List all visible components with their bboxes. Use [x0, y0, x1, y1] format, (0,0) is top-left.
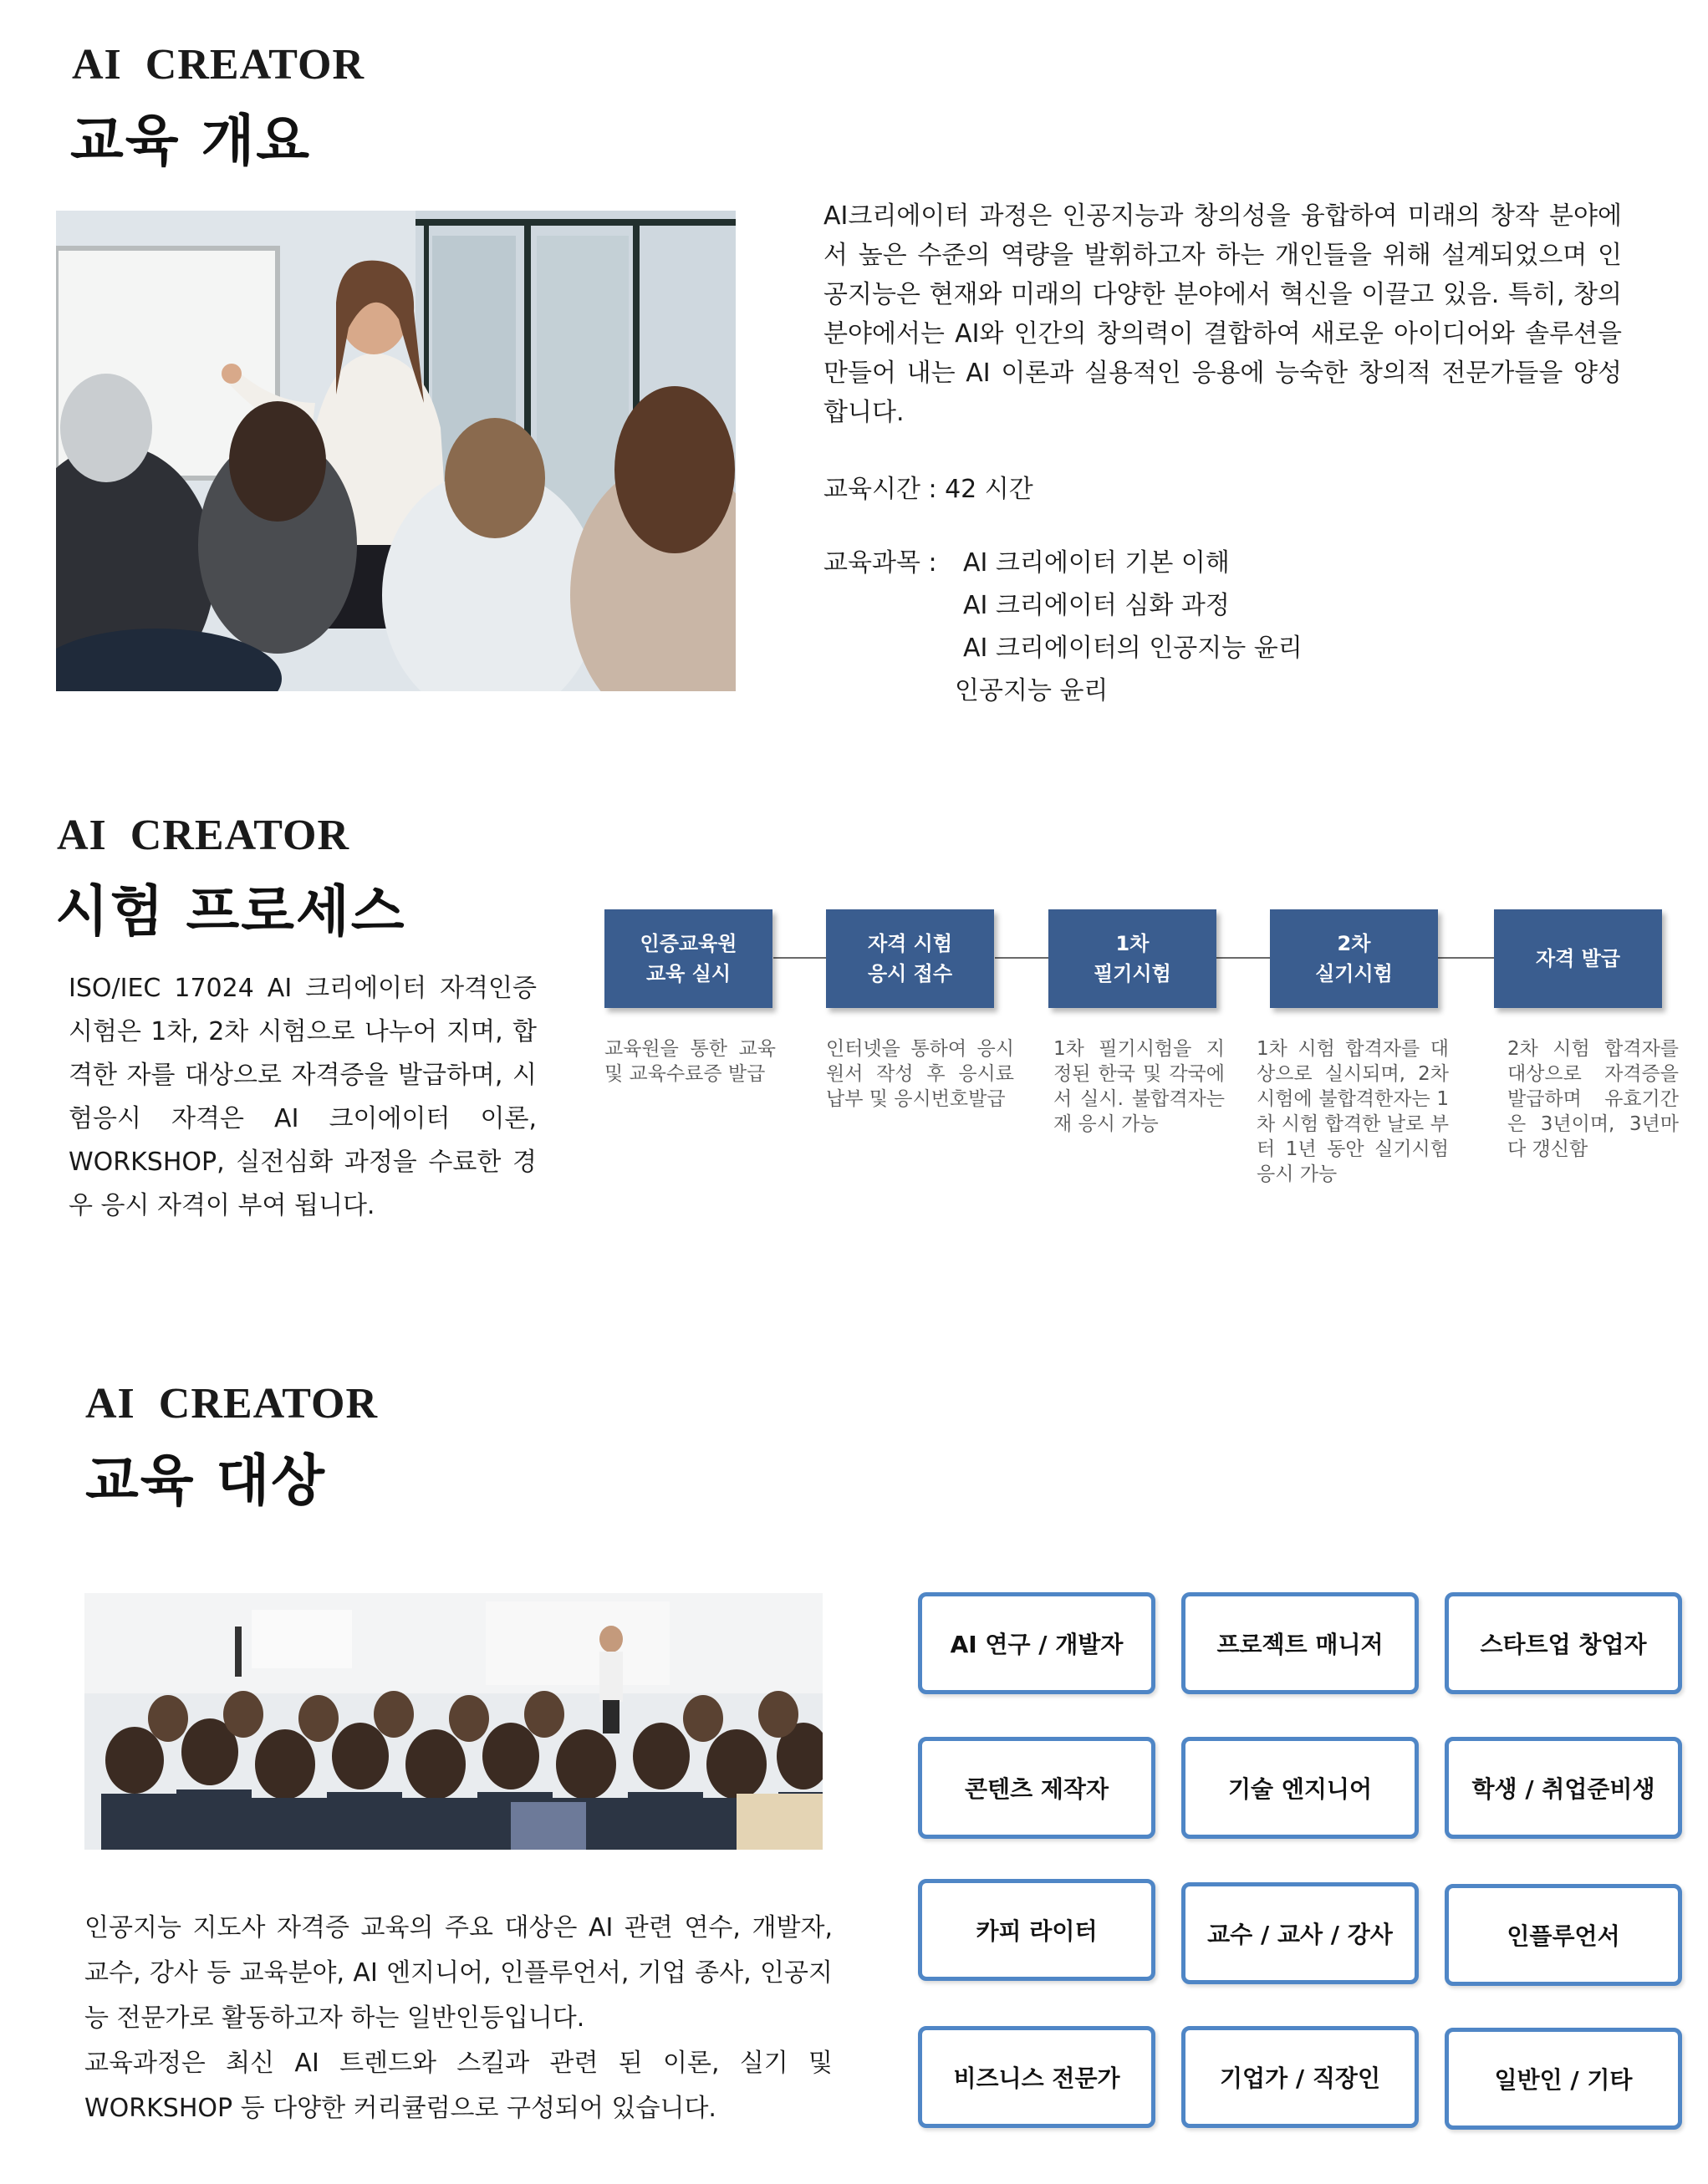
process-connector: [1216, 957, 1270, 959]
process-step-certificate: [1494, 909, 1662, 1008]
classroom-presenter-photo: [56, 211, 736, 691]
process-step-label: 2차: [1337, 932, 1371, 955]
section3-brand: AI CREATOR: [85, 1380, 379, 1428]
process-step-label: 필기시험: [1094, 962, 1171, 985]
education-hours: 교육시간 : 42 시간: [823, 475, 1033, 504]
process-connector: [995, 957, 1048, 959]
education-subject-item: AI 크리에이터 심화 과정: [963, 591, 1230, 620]
target-tech-engineer: 기술 엔지니어: [1181, 1737, 1419, 1839]
process-step-description: 인터넷을 통하여 응시원서 작성 후 응시료 납부 및 응시번호발급: [826, 1038, 1014, 1110]
process-connector: [1438, 957, 1495, 959]
section1-brand: AI CREATOR: [72, 41, 365, 89]
process-step-application: [826, 909, 994, 1008]
process-connector: [773, 957, 827, 959]
process-step-description: 2차 시험 합격자를 대상으로 자격증을 발급하며 유효기간은 3년이며, 3년마다 갱신함: [1507, 1038, 1679, 1160]
section1-description: AI크리에이터 과정은 인공지능과 창의성을 융합하여 미래의 창작 분야에서 높은 수준의 역량을 발휘하고자 하는 개인들을 위해 설계되었으며 인공지능은 현재와 미래의 다양한 분야에서 혁신을 이끌고 있음. 특히, 창의 분야에서는 AI와 인간의 창의력이 결합하여 새로운 아이디어와 솔루션을 만들어 내는 AI 이론과 실용적인 응용에 능숙한 창의적 전문가들을 양성 합니다.: [823, 201, 1622, 427]
target-copywriter: 카피 라이터: [918, 1879, 1155, 1981]
process-step-label: 인증교육원: [640, 932, 737, 955]
target-startup-founder: 스타트업 창업자: [1445, 1592, 1682, 1694]
process-step-description: 교육원을 통한 교육 및 교육수료증 발급: [604, 1038, 776, 1085]
education-subject-item: AI 크리에이터의 인공지능 윤리: [963, 634, 1303, 663]
section3-description-2: 교육과정은 최신 AI 트렌드와 스킬과 관련 된 이론, 실기 및 WORKSHOP 등 다양한 커리큘럼으로 구성되어 있습니다.: [84, 2049, 833, 2123]
process-step-label: 응시 접수: [867, 962, 953, 985]
target-student: 학생 / 취업준비생: [1445, 1737, 1682, 1839]
process-step-label: 자격 발급: [1535, 947, 1621, 970]
conference-audience-photo: [84, 1593, 823, 1850]
target-content-creator: 콘텐츠 제작자: [918, 1737, 1155, 1839]
process-step-label: 실기시험: [1315, 962, 1393, 985]
section2-description: ISO/IEC 17024 AI 크리에이터 자격인증 시험은 1차, 2차 시험으로 나누어 지며, 합격한 자를 대상으로 자격증을 발급하며, 시험응시 자격은 AI 크이에이터 이론, WORKSHOP, 실전심화 과정을 수료한 경우 응시 자격이 부여 됩니다.: [69, 974, 537, 1220]
process-step-description: 1차 필기시험을 지정된 한국 및 각국에서 실시. 불합격자는 재 응시 가능: [1053, 1038, 1225, 1135]
section2-brand: AI CREATOR: [57, 812, 350, 859]
process-step-education: [604, 909, 772, 1008]
education-subject-item: AI 크리에이터 기본 이해: [963, 548, 1230, 578]
process-step-label: 1차: [1115, 932, 1150, 955]
process-step-written-exam: [1048, 909, 1216, 1008]
section2-title: 시험 프로세스: [55, 879, 406, 944]
classroom-presenter-illustration: [56, 211, 736, 691]
target-ai-researcher: AI 연구 / 개발자: [918, 1592, 1155, 1694]
process-step-practical-exam: [1270, 909, 1438, 1008]
process-step-label: 교육 실시: [645, 962, 732, 985]
target-professor: 교수 / 교사 / 강사: [1181, 1882, 1419, 1984]
section3-title: 교육 대상: [85, 1448, 327, 1513]
target-business-expert: 비즈니스 전문가: [918, 2026, 1155, 2128]
process-step-label: 자격 시험: [867, 932, 953, 955]
target-project-manager: 프로젝트 매니저: [1181, 1592, 1419, 1694]
target-entrepreneur: 기업가 / 직장인: [1181, 2026, 1419, 2128]
section1-title: 교육 개요: [70, 109, 312, 173]
education-subject-item: 인공지능 윤리: [955, 676, 1109, 705]
education-subjects-label: 교육과목 :: [823, 548, 937, 578]
section3-description-1: 인공지능 지도사 자격증 교육의 주요 대상은 AI 관련 연수, 개발자, 교수, 강사 등 교육분야, AI 엔지니어, 인플루언서, 기업 종사, 인공지능 전문가로 활동하고자 하는 일반인등입니다.: [84, 1913, 833, 2033]
conference-audience-illustration: [84, 1593, 823, 1850]
process-step-description: 1차 시험 합격자를 대상으로 실시되며, 2차 시험에 불합격한자는 1차 시험 합격한 날로 부터 1년 동안 실기시험 응시 가능: [1257, 1038, 1449, 1185]
target-influencer: 인플루언서: [1445, 1884, 1682, 1986]
target-general-public: 일반인 / 기타: [1445, 2028, 1682, 2130]
